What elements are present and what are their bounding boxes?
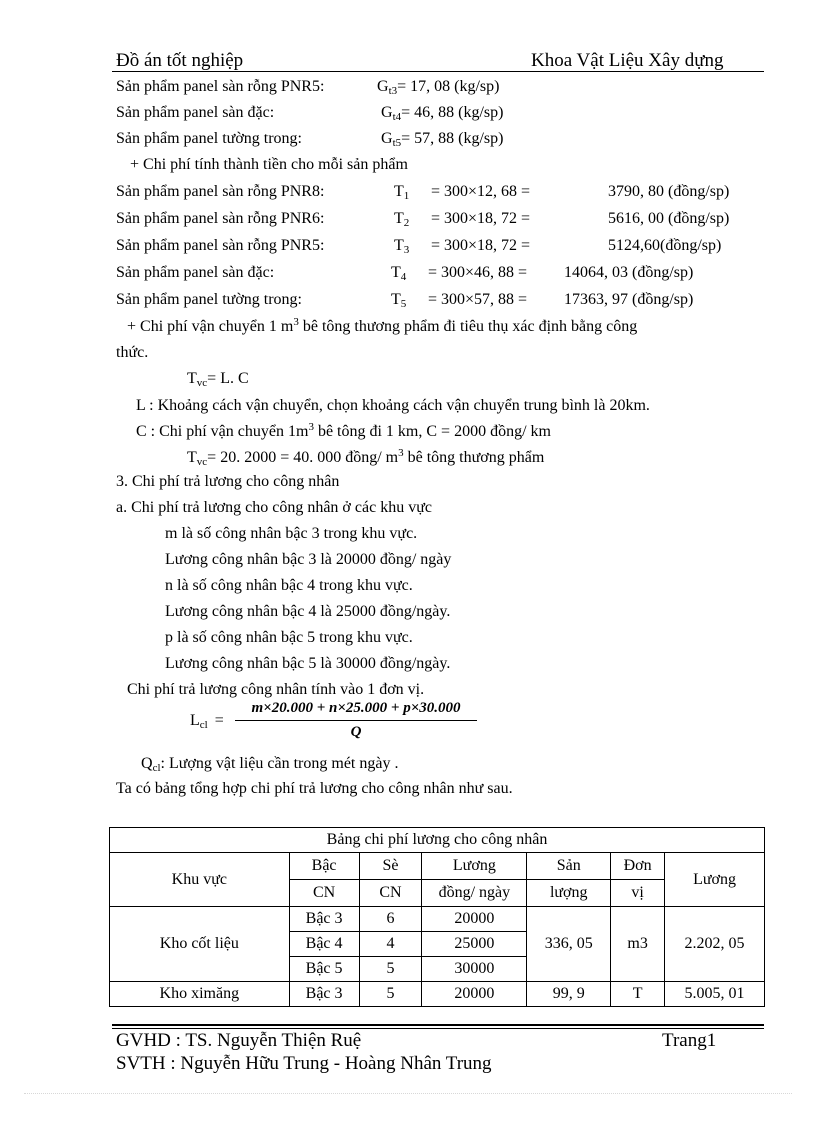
lcl-symbol: $L_{cl}$ = bbox=[190, 712, 224, 731]
cell-wage: 25000 bbox=[422, 932, 527, 957]
footer-page-number: Trang1 bbox=[662, 1030, 717, 1051]
table-intro: Ta có bảng tổng hợp chi phí trả lương cho công nhân như sau. bbox=[116, 780, 513, 797]
header-title-left: Đồ án tốt nghiệp bbox=[116, 50, 244, 71]
lcl-denominator: Q bbox=[350, 724, 362, 740]
header-wage-2: đồng/ ngày bbox=[422, 880, 527, 907]
cell-area: Kho cốt liệu bbox=[110, 907, 290, 982]
header-wage: Lương bbox=[422, 853, 527, 880]
transport-result: $T_{vc}= 20$. 2000 = 40. 000 đồng/ $m^3$ bê tông thương phẩm bbox=[187, 447, 545, 468]
section-3-heading: 3. Chi phí trả lương cho công nhân bbox=[116, 473, 340, 490]
header-unit: Đơn bbox=[611, 853, 665, 880]
cell-grade: Bậc 3 bbox=[289, 907, 359, 932]
page-edge bbox=[24, 1093, 792, 1094]
weight-line-3: Sản phẩm panel tường trong: $G_{t5}= 57$, 88 (kg/sp) bbox=[116, 130, 504, 149]
footer-students: SVTH : Nguyễn Hữu Trung - Hoàng Nhân Trung bbox=[116, 1053, 492, 1074]
cell-output: 99, 9 bbox=[527, 982, 611, 1007]
cell-count: 5 bbox=[359, 982, 422, 1007]
cell-grade: Bậc 3 bbox=[289, 982, 359, 1007]
definition-1: m là số công nhân bậc 3 trong khu vực. bbox=[165, 525, 418, 542]
cell-count: 6 bbox=[359, 907, 422, 932]
wage-cost-table bbox=[109, 827, 765, 1007]
definition-5: p là số công nhân bậc 5 trong khu vực. bbox=[165, 629, 413, 646]
lcl-fraction bbox=[235, 700, 477, 741]
definition-2: Lương công nhân bậc 3 là 20000 đồng/ ngày bbox=[165, 551, 452, 568]
transport-l-definition: L : Khoảng cách vận chuyển, chọn khoảng cách vận chuyển trung bình là 20km. bbox=[136, 397, 650, 414]
footer-advisor: GVHD : TS. Nguyễn Thiện Ruệ bbox=[116, 1030, 362, 1051]
cell-area: Kho ximăng bbox=[110, 982, 290, 1007]
cost-line-4: Sản phẩm panel sàn đặc: $T_4$ = 300×46, 88 = 14064, 03 (đồng/sp) bbox=[116, 264, 694, 283]
cell-grade: Bậc 4 bbox=[289, 932, 359, 957]
header-grade-2: CN bbox=[289, 880, 359, 907]
header-salary: Lương bbox=[665, 853, 765, 907]
cell-output: 336, 05 bbox=[527, 907, 611, 982]
cell-wage: 30000 bbox=[422, 957, 527, 982]
weight-line-1: Sản phẩm panel sàn rỗng PNR5: $G_{t3}= 17$, 08 (kg/sp) bbox=[116, 78, 500, 97]
cost-line-5: Sản phẩm panel tường trong: $T_5$ = 300×57, 88 = 17363, 97 (đồng/sp) bbox=[116, 291, 694, 310]
definition-6: Lương công nhân bậc 5 là 30000 đồng/ngày. bbox=[165, 655, 451, 672]
definition-3: n là số công nhân bậc 4 trong khu vực. bbox=[165, 577, 413, 594]
header-output: Sản bbox=[527, 853, 611, 880]
transport-intro-cont: thức. bbox=[116, 344, 149, 361]
cell-wage: 20000 bbox=[422, 982, 527, 1007]
cell-unit: m3 bbox=[611, 907, 665, 982]
transport-intro: + Chi phí vận chuyển 1 $m^3$ bê tông thương phẩm đi tiêu thụ xác định bằng công bbox=[127, 316, 638, 335]
cell-count: 4 bbox=[359, 932, 422, 957]
cost-line-2: Sản phẩm panel sàn rỗng PNR6: $T_2$ = 300×18, 72 = 5616, 00 (đồng/sp) bbox=[116, 210, 730, 229]
section-3a-heading: a. Chi phí trả lương cho công nhân ở các khu vực bbox=[116, 499, 432, 516]
header-count-2: CN bbox=[359, 880, 422, 907]
lcl-numerator: m×20.000 + n×25.000 + p×30.000 bbox=[235, 700, 477, 721]
table-row bbox=[110, 907, 765, 932]
header-area: Khu vực bbox=[110, 853, 290, 907]
table-row bbox=[110, 982, 765, 1007]
header-output-2: lượng bbox=[527, 880, 611, 907]
cost-line-1: Sản phẩm panel sàn rỗng PNR8: $T_1$ = 300×12, 68 = 3790, 80 (đồng/sp) bbox=[116, 183, 730, 202]
qcl-definition: $Q_{cl}$: Lượng vật liệu cần trong mét ngày . bbox=[141, 755, 399, 774]
unit-cost-text: Chi phí trả lương công nhân tính vào 1 đơn vị. bbox=[127, 681, 425, 698]
weight-line-2: Sản phẩm panel sàn đặc: $G_{t4}= 46$, 88 (kg/sp) bbox=[116, 104, 504, 123]
definition-4: Lương công nhân bậc 4 là 25000 đồng/ngày. bbox=[165, 603, 451, 620]
header-unit-2: vị bbox=[611, 880, 665, 907]
cost-heading: + Chi phí tính thành tiền cho mỗi sản phẩm bbox=[130, 156, 408, 173]
cell-wage: 20000 bbox=[422, 907, 527, 932]
transport-formula: $T_{vc}= L$. C bbox=[187, 370, 249, 389]
table-caption: Bảng chi phí lương cho công nhân bbox=[110, 828, 765, 853]
footer-rule-top bbox=[112, 1024, 764, 1026]
cell-salary: 2.202, 05 bbox=[665, 907, 765, 982]
header-count: Sè bbox=[359, 853, 422, 880]
header-grade: Bậc bbox=[289, 853, 359, 880]
cell-count: 5 bbox=[359, 957, 422, 982]
header-title-right: Khoa Vật Liệu Xây dựng bbox=[531, 50, 724, 71]
cost-line-3: Sản phẩm panel sàn rỗng PNR5: $T_3$ = 300×18, 72 = 5124,60(đồng/sp) bbox=[116, 237, 722, 256]
transport-c-definition: C : Chi phí vận chuyển $1m^3$ bê tông đi 1 km, C = 2000 đồng/ km bbox=[136, 421, 551, 440]
footer-rule-bottom bbox=[112, 1028, 764, 1029]
header-rule bbox=[112, 71, 764, 72]
cell-grade: Bậc 5 bbox=[289, 957, 359, 982]
cell-unit: T bbox=[611, 982, 665, 1007]
cell-salary: 5.005, 01 bbox=[665, 982, 765, 1007]
